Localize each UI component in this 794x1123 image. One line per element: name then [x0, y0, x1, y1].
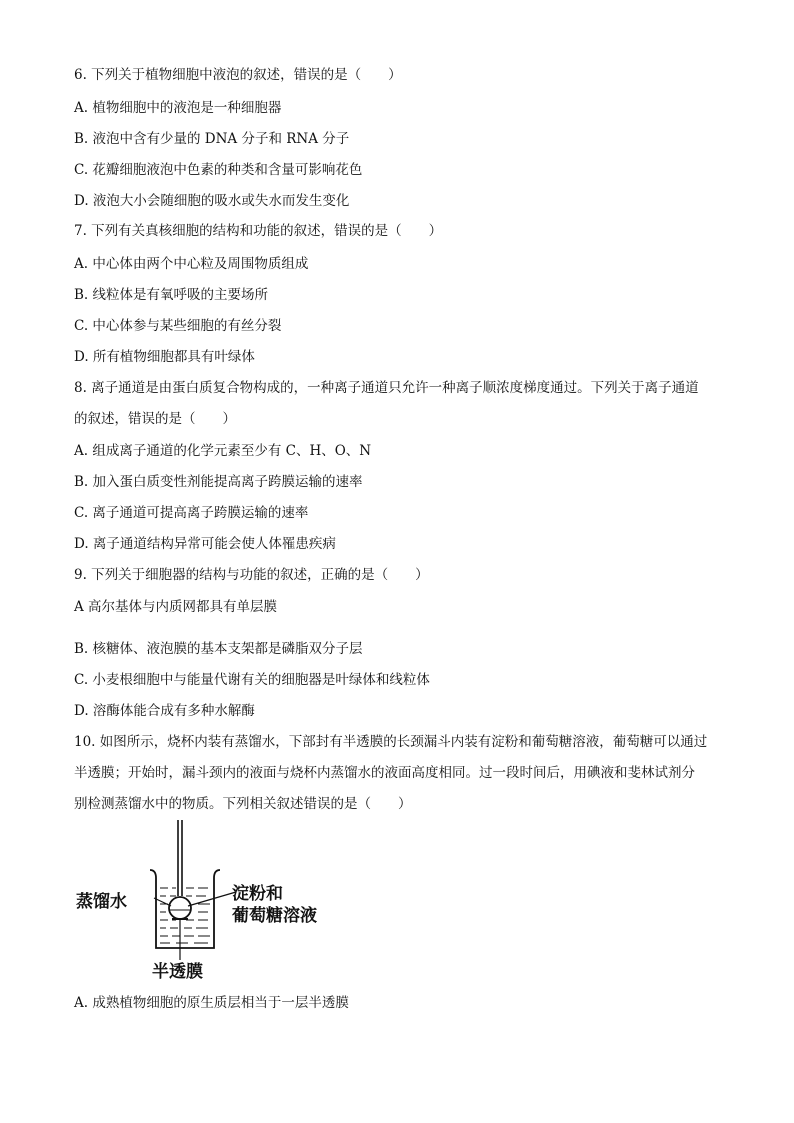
question-7-option-c: C. 中心体参与某些细胞的有丝分裂 — [74, 318, 282, 334]
question-10-stem-line-2: 半透膜；开始时，漏斗颈内的液面与烧杯内蒸馏水的液面高度相同。过一段时间后，用碘液和斐林试剂分 — [74, 765, 695, 781]
funnel-bulb — [169, 897, 191, 919]
label-solution-line-1: 淀粉和 — [232, 884, 283, 904]
question-7-option-a: A. 中心体由两个中心粒及周围物质组成 — [74, 256, 309, 272]
label-distilled-water: 蒸馏水 — [76, 892, 127, 912]
label-solution-line-2: 葡萄糖溶液 — [232, 906, 317, 926]
question-8-option-d: D. 离子通道结构异常可能会使人体罹患疾病 — [74, 536, 336, 552]
question-6-stem: 6. 下列关于植物细胞中液泡的叙述，错误的是（ ） — [74, 67, 402, 83]
question-6-option-a: A. 植物细胞中的液泡是一种细胞器 — [74, 100, 282, 116]
question-8-option-a: A. 组成离子通道的化学元素至少有 C、H、O、N — [74, 443, 372, 459]
osmosis-figure — [72, 818, 342, 988]
label-semipermeable-membrane: 半透膜 — [152, 962, 203, 982]
question-7-stem: 7. 下列有关真核细胞的结构和功能的叙述，错误的是（ ） — [74, 223, 443, 239]
question-7-option-b: B. 线粒体是有氧呼吸的主要场所 — [74, 287, 269, 303]
solution-leader — [188, 892, 236, 906]
question-8-stem-line-2: 的叙述，错误的是（ ） — [74, 411, 236, 427]
question-8-stem-line-1: 8. 离子通道是由蛋白质复合物构成的，一种离子通道只允许一种离子顺浓度梯度通过。下列关于离子通道 — [74, 380, 699, 396]
question-7-option-d: D. 所有植物细胞都具有叶绿体 — [74, 349, 255, 365]
question-10-stem-line-3: 别检测蒸馏水中的物质。下列相关叙述错误的是（ ） — [74, 796, 412, 812]
question-10-option-a: A. 成熟植物细胞的原生质层相当于一层半透膜 — [74, 995, 349, 1011]
question-9-stem: 9. 下列关于细胞器的结构与功能的叙述，正确的是（ ） — [74, 567, 429, 583]
question-10-stem-line-1: 10. 如图所示，烧杯内装有蒸馏水，下部封有半透膜的长颈漏斗内装有淀粉和葡萄糖溶液，葡萄糖可以通过 — [74, 734, 708, 750]
question-9-option-a: A 高尔基体与内质网都具有单层膜 — [74, 599, 278, 615]
question-6-option-d: D. 液泡大小会随细胞的吸水或失水而发生变化 — [74, 193, 350, 209]
question-6-option-b: B. 液泡中含有少量的 DNA 分子和 RNA 分子 — [74, 131, 350, 147]
question-9-option-d: D. 溶酶体能合成有多种水解酶 — [74, 703, 255, 719]
question-8-option-c: C. 离子通道可提高离子跨膜运输的速率 — [74, 505, 309, 521]
question-9-option-b: B. 核糖体、液泡膜的基本支架都是磷脂双分子层 — [74, 641, 363, 657]
question-6-option-c: C. 花瓣细胞液泡中色素的种类和含量可影响花色 — [74, 162, 363, 178]
question-9-option-c: C. 小麦根细胞中与能量代谢有关的细胞器是叶绿体和线粒体 — [74, 672, 430, 688]
question-8-option-b: B. 加入蛋白质变性剂能提高离子跨膜运输的速率 — [74, 474, 363, 490]
